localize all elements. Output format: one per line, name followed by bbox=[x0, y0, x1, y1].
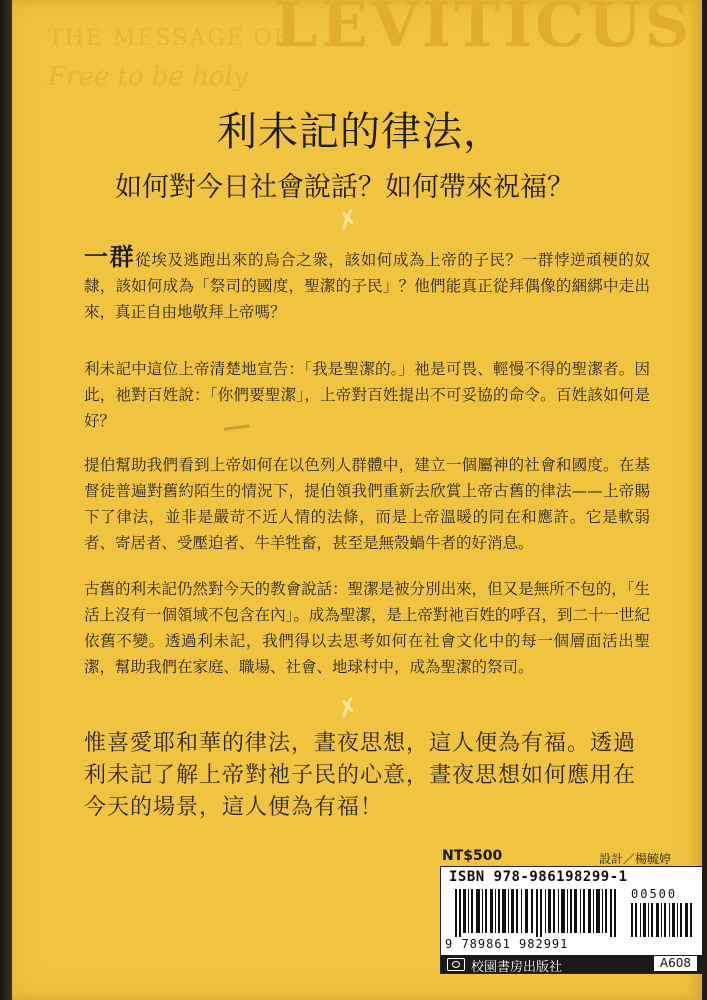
dropcap: 一群 bbox=[84, 243, 136, 271]
publisher-logo-icon bbox=[447, 958, 465, 971]
closing-quote: 惟喜愛耶和華的律法，晝夜思想，這人便為有福。透過利未記了解上帝對祂子民的心意，晝夜思想如何應用在今天的場景，這人便為有福！ bbox=[84, 731, 637, 820]
designer-credit: 設計／楊毓婷 bbox=[599, 852, 672, 866]
ean-number: 9 789861 982991 bbox=[445, 937, 569, 951]
price-label: NT$500 bbox=[442, 848, 503, 864]
addon-barcode bbox=[631, 903, 693, 937]
headline-title: 利未記的律法， bbox=[217, 109, 504, 155]
product-code: A608 bbox=[654, 956, 697, 971]
series-subtitle: Free to be holy bbox=[48, 62, 248, 92]
publisher-bar bbox=[441, 955, 702, 973]
ean-barcode bbox=[455, 889, 623, 937]
paragraph-text: 從埃及逃跑出來的烏合之衆，該如何成為上帝的子民？一群悖逆頑梗的奴隸，該如何成為「祭司的國度，聖潔的子民」？他們能真正從拜偶像的綑綁中走出來，真正自由地敬拜上帝嗎？ bbox=[84, 251, 650, 321]
barcode-panel bbox=[440, 866, 702, 974]
isbn-number: ISBN 978-986198299-1 bbox=[449, 869, 628, 885]
paragraph-text: 提伯幫助我們看到上帝如何在以色列人群體中，建立一個屬神的社會和國度。在基督徒普遍對舊約陌生的情況下，提伯領我們重新去欣賞上帝古舊的律法——上帝賜下了律法，並非是嚴苛不近人情的法條，而是上帝溫暖的同在和應許。它是軟弱者、寄居者、受壓迫者、牛羊牲畜，甚至是無殼蝸牛者的好消息。 bbox=[84, 456, 650, 552]
spine-edge bbox=[0, 0, 12, 1000]
headline-subtitle: 如何對今日社會說話？如何帶來祝福？ bbox=[115, 172, 574, 203]
paragraph-4 bbox=[84, 576, 650, 680]
ornament-icon: ✗ bbox=[334, 691, 362, 725]
paragraph-text: 古舊的利未記仍然對今天的教會說話：聖潔是被分別出來，但又是無所不包的，「生活上沒有一個領域不包含在內」。成為聖潔，是上帝對祂百姓的呼召，到二十一世紀依舊不變。透過利未記，我們得以去思考如何在社會文化中的每一個層面活出聖潔，幫助我們在家庭、職場、社會、地球村中，成為聖潔的祭司。 bbox=[84, 580, 650, 676]
series-title: LEVITICUS bbox=[274, 0, 693, 61]
publisher-name: 校園書房出版社 bbox=[471, 960, 563, 975]
paragraph-3 bbox=[84, 452, 650, 556]
series-line: THE MESSAGE OF bbox=[48, 26, 292, 51]
addon-number: 00500 bbox=[631, 887, 678, 901]
paragraph-text: 利未記中這位上帝清楚地宣告：「我是聖潔的。」祂是可畏、輕慢不得的聖潔者。因此，祂對百姓說：「你們要聖潔」，上帝對百姓提出不可妥協的命令。百姓該如何是好？ bbox=[84, 360, 650, 430]
back-cover bbox=[12, 0, 702, 1000]
ornament-icon: ✗ bbox=[334, 203, 362, 237]
paragraph-1 bbox=[84, 244, 650, 325]
paragraph-2 bbox=[84, 356, 650, 434]
